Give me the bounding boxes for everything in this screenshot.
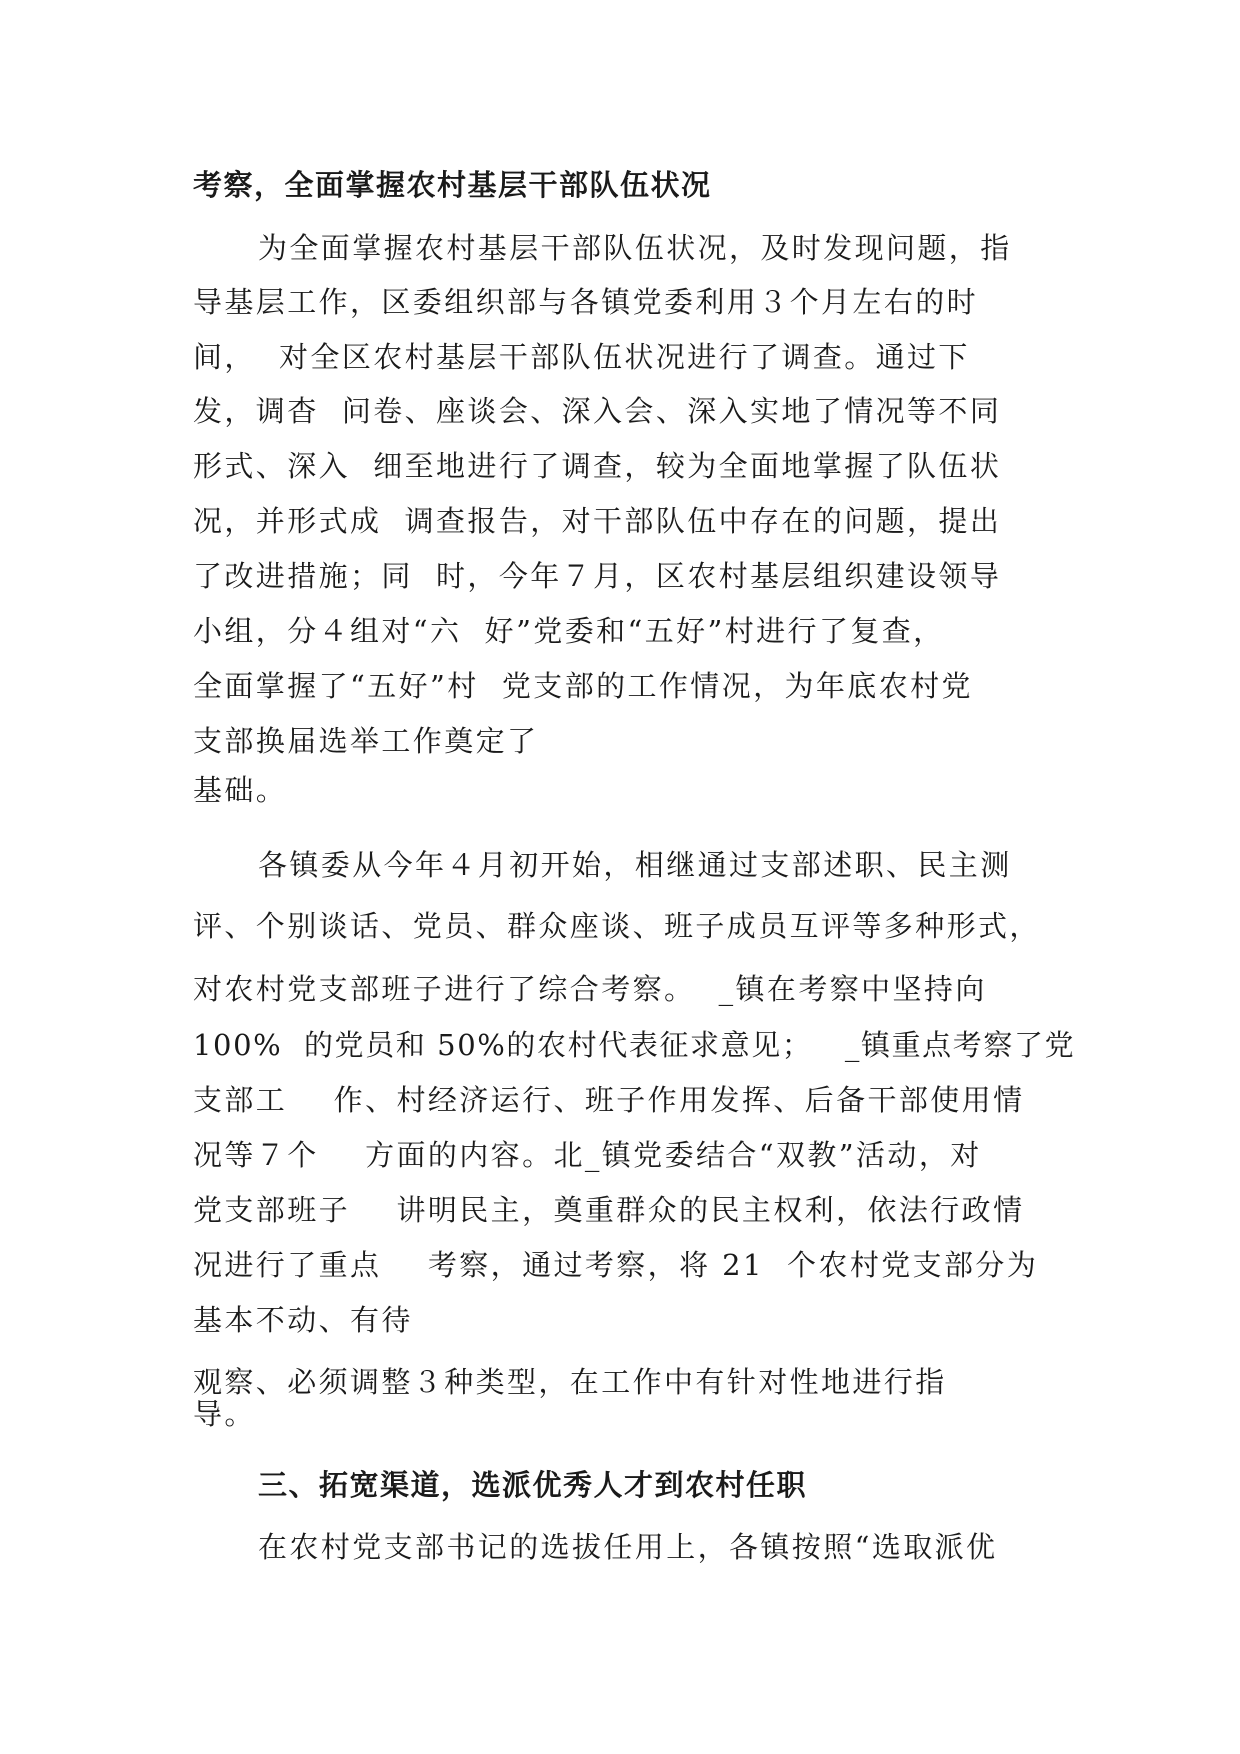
text-line: 对农村党支部班子进行了综合考察。 _镇在考察中坚持向	[193, 972, 987, 1006]
text-line: 评、个别谈话、党员、群众座谈、班子成员互评等多种形式，	[193, 909, 1041, 943]
text-line: 支部工 作、村经济运行、班子作用发挥、后备干部使用情	[193, 1083, 1025, 1117]
text-line: 在农村党支部书记的选拔任用上，各镇按照“选取派优	[258, 1530, 998, 1564]
text-line: 小组，分４组对“六 好”党委和“五好”村进行了复查，	[193, 614, 945, 648]
text-line: 形式、深入 细至地进行了调查，较为全面地掌握了队伍状	[193, 449, 1002, 483]
text-line: 导。	[193, 1397, 256, 1431]
text-line: 况进行了重点 考察，通过考察，将 21 个农村党支部分为	[193, 1248, 1039, 1282]
text-line: 全面掌握了“五好”村 党支部的工作情况，为年底农村党	[193, 669, 973, 703]
text-line: 发，调杳 问卷、座谈会、深入会、深入实地了情况等不同	[193, 394, 1002, 428]
text-line: 况，并形式成 调查报告，对干部队伍中存在的问题，提出	[193, 504, 1002, 538]
text-line: 基础。	[193, 773, 288, 807]
text-line: 为全面掌握农村基层干部队伍状况，及时发现问题，指	[258, 231, 1012, 265]
text-line: 了改进措施；同 时，今年７月，区农村基层组织建设领导	[193, 559, 1002, 593]
section-heading: 三、拓宽渠道，选派优秀人才到农村任职	[258, 1468, 808, 1502]
text-line: 况等７个 方面的内容。北_镇党委结合“双教”活动，对	[193, 1138, 982, 1172]
text-line: 各镇委从今年４月初开始，相继通过支部述职、民主测	[258, 848, 1012, 882]
text-line: 基本不动、有待	[193, 1303, 413, 1337]
text-line: 间， 对全区农村基层干部队伍状况进行了调查。通过下	[193, 340, 970, 374]
text-line: 导基层工作，区委组织部与各镇党委利用３个月左右的时	[193, 285, 979, 319]
text-line: 党支部班子 讲明民主，奠重群众的民主权利，依法行政情	[193, 1193, 1025, 1227]
text-line: 观察、必须调整３种类型，在工作中有针对性地进行指	[193, 1365, 947, 1399]
text-line: 100% 的党员和 50%的农村代表征求意见； _镇重点考察了党	[193, 1028, 1076, 1062]
text-line: 支部换届选举工作奠定了	[193, 724, 539, 758]
section-heading: 考察，全面掌握农村基层干部队伍状况	[193, 168, 712, 202]
